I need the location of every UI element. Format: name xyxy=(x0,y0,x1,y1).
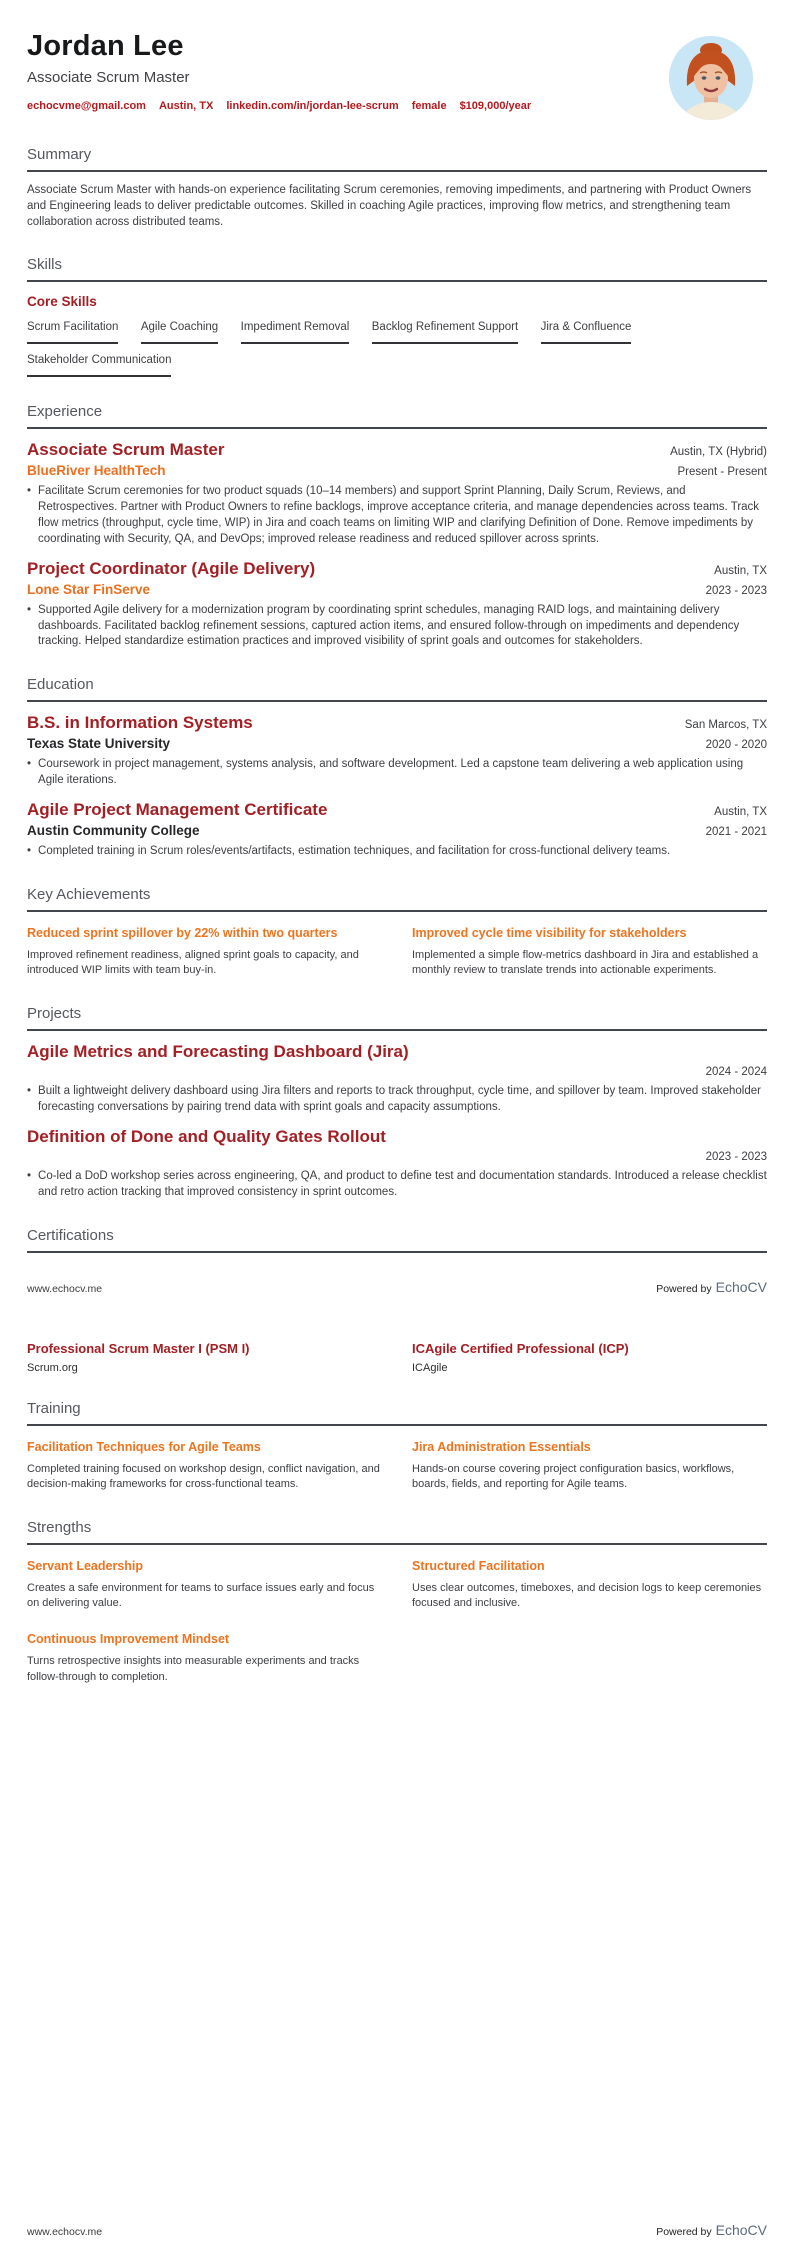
powered-by xyxy=(656,2222,767,2238)
degree-title: B.S. in Information Systems xyxy=(27,713,253,733)
project-dates: 2023 - 2023 xyxy=(705,1150,767,1163)
bullet-dot-icon: • xyxy=(27,758,32,771)
skills-list xyxy=(27,311,767,377)
training-item xyxy=(412,1440,767,1493)
section-experience xyxy=(27,403,767,650)
contact-linkedin: linkedin.com/in/jordan-lee-scrum xyxy=(226,100,399,112)
school-name: Austin Community College xyxy=(27,823,200,839)
section-certifications xyxy=(27,1227,767,1374)
powered-by-label: Powered by xyxy=(656,1282,712,1295)
certification-item xyxy=(27,1341,382,1374)
project-title: Definition of Done and Quality Gates Rollout xyxy=(27,1126,386,1146)
powered-by xyxy=(656,1279,767,1295)
contact-email: echocvme@gmail.com xyxy=(27,100,146,112)
education-bullet xyxy=(27,757,767,789)
section-training xyxy=(27,1400,767,1493)
strength-text: Creates a safe environment for teams to surface issues early and focus on delivering value. xyxy=(27,1581,375,1610)
training-item xyxy=(27,1440,382,1493)
resume-header xyxy=(27,30,767,112)
section-key-achievements xyxy=(27,886,767,979)
job-dates: 2023 - 2023 xyxy=(705,584,767,597)
bullet-dot-icon: • xyxy=(27,1085,32,1098)
strength-item xyxy=(27,1632,382,1685)
achievements-heading: Key Achievements xyxy=(27,886,767,912)
contact-location: Austin, TX xyxy=(158,100,214,112)
education-entry xyxy=(27,713,767,789)
achievement-item xyxy=(27,926,382,979)
skills-heading: Skills xyxy=(27,256,767,282)
job-title: Project Coordinator (Agile Delivery) xyxy=(27,558,316,578)
education-dates: 2021 - 2021 xyxy=(705,826,767,839)
education-location: San Marcos, TX xyxy=(684,719,767,732)
education-heading: Education xyxy=(27,676,767,702)
education-bullet xyxy=(27,844,767,860)
training-text: Completed training focused on workshop design, conflict navigation, and decision-making frameworks for cross-functional teams. xyxy=(27,1462,380,1491)
school-name: Texas State University xyxy=(27,736,171,752)
bullet-dot-icon: • xyxy=(27,603,32,616)
strength-item xyxy=(27,1559,382,1612)
experience-entry xyxy=(27,440,767,547)
certification-item xyxy=(412,1341,767,1374)
skills-group-title: Core Skills xyxy=(27,294,97,310)
achievement-text: Implemented a simple flow-metrics dashboard in Jira and established a monthly review to translate trends into actionable experiments. xyxy=(412,948,759,977)
contact-gender: female xyxy=(411,100,447,112)
section-skills xyxy=(27,256,767,377)
achievement-title: Reduced sprint spillover by 22% within two quarters xyxy=(27,925,338,940)
training-heading: Training xyxy=(27,1400,767,1426)
education-location: Austin, TX xyxy=(714,806,767,819)
project-bullet-text: Co-led a DoD workshop series across engineering, QA, and product to define test and documentation standards. Introduced a release checklist and retro action tracking that improved consistency in sprint outcomes. xyxy=(38,1169,767,1198)
certification-title: Professional Scrum Master I (PSM I) xyxy=(27,1340,250,1356)
project-bullet-text: Built a lightweight delivery dashboard using Jira filters and reports to track throughput, cycle time, and spillover by team. Improved stakeholder forecasting conversations by pairing trend data with sprint goals and capacity assumptions. xyxy=(38,1085,761,1113)
project-bullet xyxy=(27,1169,767,1201)
contact-salary: $109,000/year xyxy=(459,100,532,112)
job-bullet-text: Supported Agile delivery for a modernization program by coordinating sprint schedules, managing RAID logs, and maintaining delivery dashboards. Facilitated backlog refinement sessions, captured action items, and ensured follow-through on impediments and dependency tracking. Helped standardize estimation practices and improved visibility of sprint goals and outcomes for stakeholders. xyxy=(38,603,740,648)
skill-item: Agile Coaching xyxy=(141,321,218,344)
page-footer xyxy=(27,1279,767,1295)
skill-item: Scrum Facilitation xyxy=(27,321,118,344)
section-projects xyxy=(27,1005,767,1200)
project-title: Agile Metrics and Forecasting Dashboard (Jira) xyxy=(27,1042,409,1062)
achievement-text: Improved refinement readiness, aligned sprint goals to capacity, and introduced WIP limits with team buy-in. xyxy=(27,948,359,977)
experience-heading: Experience xyxy=(27,403,767,429)
skill-item: Impediment Removal xyxy=(241,321,350,344)
job-bullet-text: Facilitate Scrum ceremonies for two product squads (10–14 members) and support Sprint Planning, Daily Scrum, Reviews, and Retrospectives. Partner with Product Owners to refine backlogs, improve acceptance criteria, and manage dependencies across teams. Track flow metrics (throughput, cycle time, WIP) in Jira and coach teams on limiting WIP and clarifying Definition of Done. Remove impediments by coordinating with Security, QA, and DevOps; improved release readiness and reduced spillover across sprints. xyxy=(38,485,760,545)
training-title: Jira Administration Essentials xyxy=(412,1439,591,1454)
certification-title: ICAgile Certified Professional (ICP) xyxy=(412,1340,629,1356)
echocv-brand: EchoCV xyxy=(715,1278,767,1295)
strength-title: Continuous Improvement Mindset xyxy=(27,1631,230,1646)
project-dates: 2024 - 2024 xyxy=(705,1066,767,1079)
training-title: Facilitation Techniques for Agile Teams xyxy=(27,1439,261,1454)
project-entry xyxy=(27,1127,767,1201)
degree-title: Agile Project Management Certificate xyxy=(27,800,328,820)
education-entry xyxy=(27,800,767,860)
powered-by-label: Powered by xyxy=(656,2226,712,2238)
avatar xyxy=(669,36,753,120)
person-job-title: Associate Scrum Master xyxy=(27,69,190,86)
echocv-brand: EchoCV xyxy=(715,2222,767,2238)
contact-row xyxy=(27,100,767,112)
job-location: Austin, TX (Hybrid) xyxy=(670,446,767,459)
achievement-title: Improved cycle time visibility for stakeholders xyxy=(412,925,687,940)
training-text: Hands-on course covering project configuration basics, workflows, boards, fields, and reporting for Agile teams. xyxy=(412,1462,735,1491)
person-name: Jordan Lee xyxy=(27,30,184,62)
summary-heading: Summary xyxy=(27,146,767,172)
job-location: Austin, TX xyxy=(714,564,767,577)
section-summary xyxy=(27,146,767,230)
strengths-heading: Strengths xyxy=(27,1519,767,1545)
bullet-dot-icon: • xyxy=(27,845,32,858)
projects-heading: Projects xyxy=(27,1005,767,1031)
strength-item xyxy=(412,1559,767,1612)
education-bullet-text: Coursework in project management, systems analysis, and software development. Led a capstone team delivering a web application using Agile iterations. xyxy=(38,758,744,787)
strength-text: Uses clear outcomes, timeboxes, and decision logs to keep ceremonies focused and inclusive. xyxy=(412,1581,762,1610)
job-title: Associate Scrum Master xyxy=(27,440,225,460)
section-education xyxy=(27,676,767,860)
summary-text: Associate Scrum Master with hands-on experience facilitating Scrum ceremonies, removing impediments, and partnering with Product Owners and Engineering leads to deliver predictable outcomes. Skilled in coaching Agile practices, improving flow metrics, and strengthening team collaboration across distributed teams. xyxy=(27,184,752,229)
certification-issuer: ICAgile xyxy=(412,1361,448,1374)
certification-issuer: Scrum.org xyxy=(27,1361,78,1374)
job-bullet xyxy=(27,603,767,651)
strength-title: Structured Facilitation xyxy=(412,1558,545,1573)
achievement-item xyxy=(412,926,767,979)
job-bullet xyxy=(27,484,767,547)
job-company: BlueRiver HealthTech xyxy=(27,463,166,479)
project-entry xyxy=(27,1042,767,1116)
strength-text: Turns retrospective insights into measurable experiments and tracks follow-through to completion. xyxy=(27,1654,360,1683)
bullet-dot-icon: • xyxy=(27,1169,32,1182)
education-dates: 2020 - 2020 xyxy=(705,739,767,752)
strength-title: Servant Leadership xyxy=(27,1558,144,1573)
skill-item: Backlog Refinement Support xyxy=(372,321,518,344)
bullet-dot-icon: • xyxy=(27,485,32,498)
project-bullet xyxy=(27,1084,767,1116)
footer-site-url: www.echocv.me xyxy=(27,2226,103,2238)
job-dates: Present - Present xyxy=(677,466,767,479)
skill-item: Jira & Confluence xyxy=(541,321,632,344)
footer-site-url: www.echocv.me xyxy=(27,1282,103,1295)
certifications-heading: Certifications xyxy=(27,1227,767,1253)
job-company: Lone Star FinServe xyxy=(27,581,151,597)
skill-item: Stakeholder Communication xyxy=(27,354,171,377)
experience-entry xyxy=(27,559,767,651)
avatar-illustration xyxy=(669,36,753,120)
section-strengths xyxy=(27,1519,767,1685)
page-footer xyxy=(27,2222,767,2238)
education-bullet-text: Completed training in Scrum roles/events/artifacts, estimation techniques, and facilitation for cross-functional delivery teams. xyxy=(38,845,671,858)
